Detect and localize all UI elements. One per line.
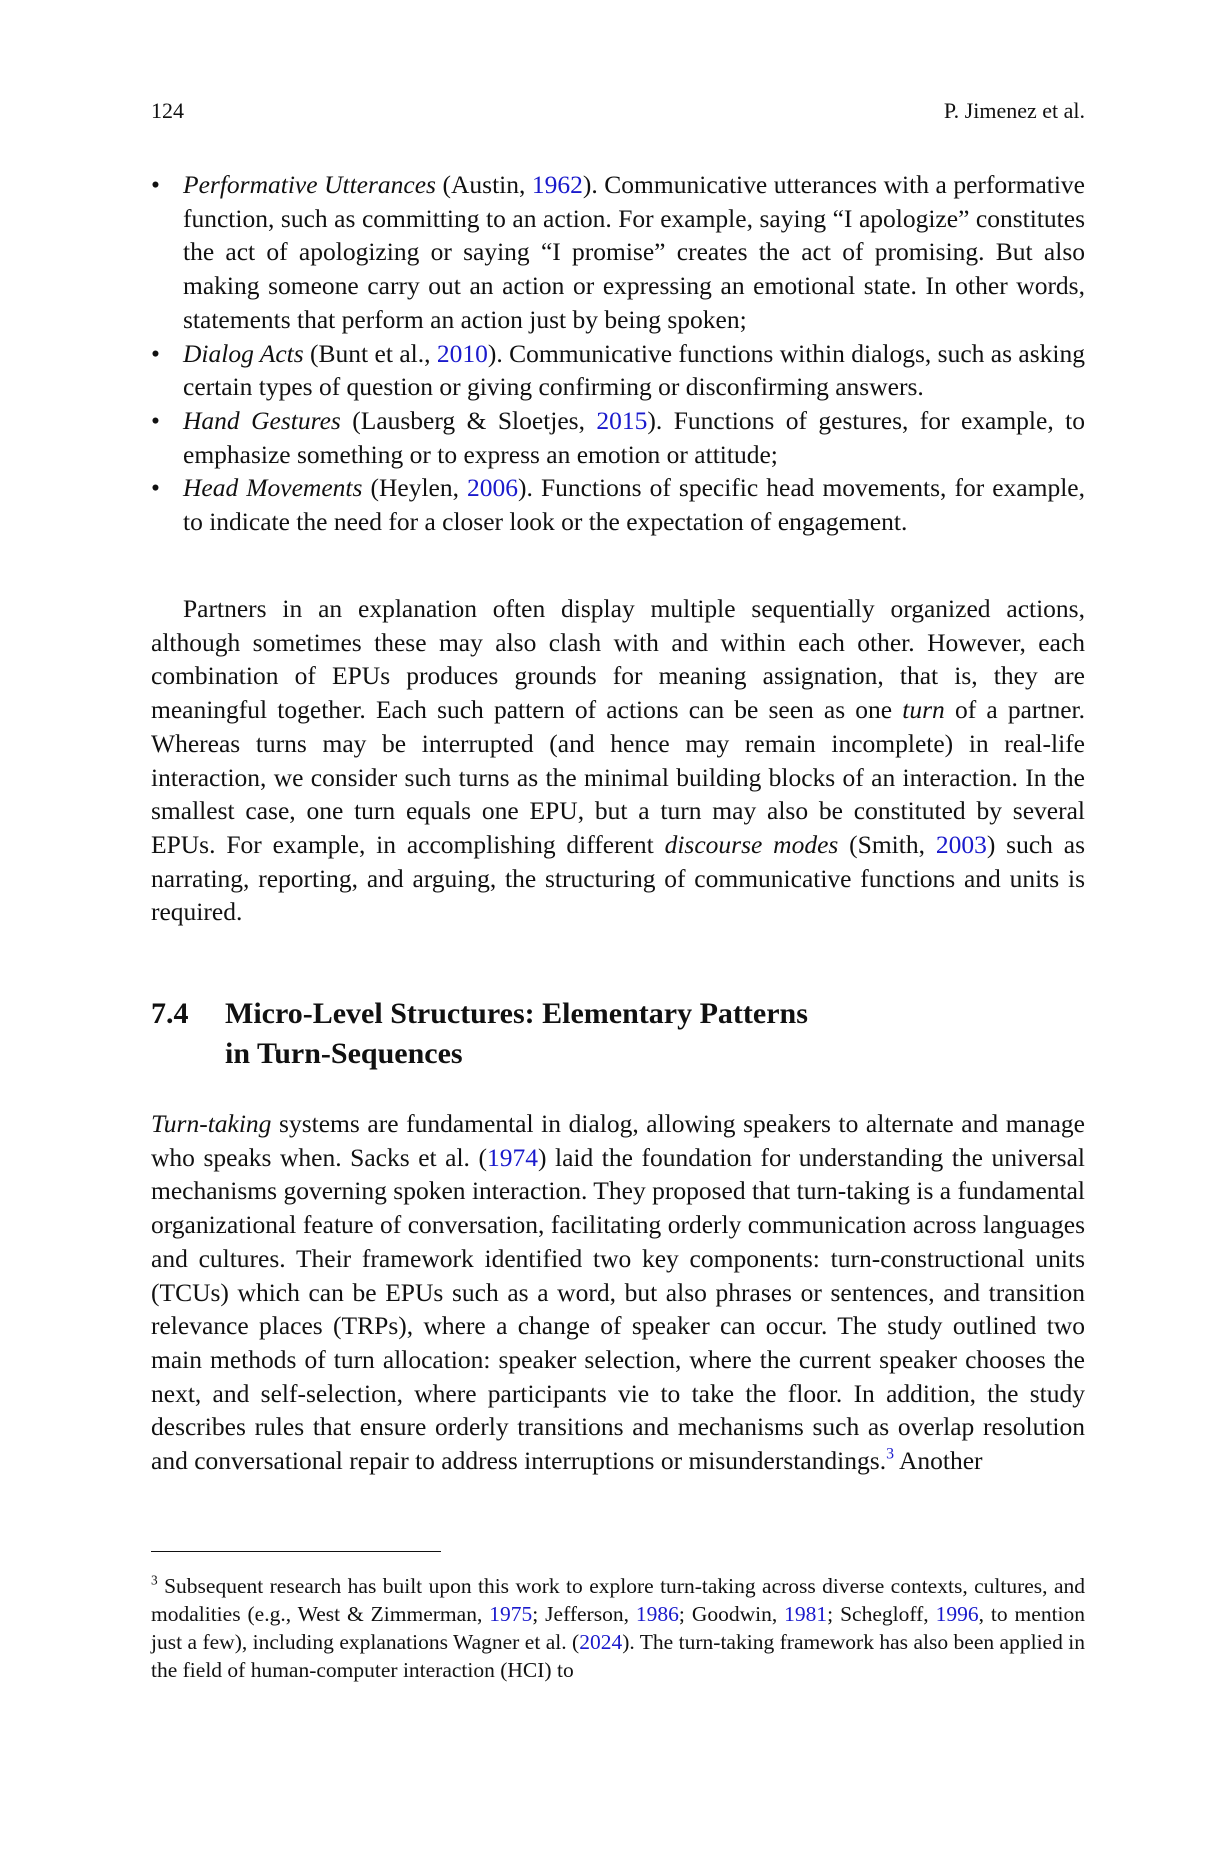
bullet-item-hand-gestures xyxy=(151,404,1085,471)
bullet-term: Hand Gestures xyxy=(183,405,341,435)
citation-link[interactable]: 1986 xyxy=(635,1602,679,1626)
footnote-divider xyxy=(151,1551,441,1552)
citation-link[interactable]: 1975 xyxy=(489,1602,533,1626)
citation-text: (Austin, xyxy=(435,170,532,199)
paragraph-text: (Smith, xyxy=(838,829,936,859)
citation-link[interactable]: 1962 xyxy=(531,170,583,199)
bullet-item-head-movements xyxy=(151,471,1085,538)
footnote-text: ; Goodwin, xyxy=(678,1602,785,1626)
citation-text: (Lausberg & Sloetjes, xyxy=(340,405,597,435)
bullet-icon: • xyxy=(151,338,160,368)
footnote-text: Subsequent research has built upon this work to explore turn-taking across diverse contexts, cultures, and modalities (e.g., West & Zimmerman, xyxy=(151,1574,1085,1626)
citation-link[interactable]: 2010 xyxy=(436,338,488,368)
bullet-text: ). Communicative functions within dialogs, such as asking certain types of question or giving confirming or disconfirming answers. xyxy=(183,338,1086,402)
emphasis-term: Turn-taking xyxy=(151,1109,272,1138)
paragraph-text: Another xyxy=(893,1446,983,1476)
bullet-text: ). Functions of gestures, for example, to emphasize something or to express an emotion or attitude; xyxy=(183,405,1085,469)
bullet-term: Performative Utterances xyxy=(183,170,436,199)
bullet-term: Head Movements xyxy=(183,473,363,503)
bullet-item-performative-utterances xyxy=(151,168,1085,337)
citation-link[interactable]: 2015 xyxy=(596,405,648,435)
bullet-icon: • xyxy=(151,405,160,435)
citation-text: (Heylen, xyxy=(362,473,468,503)
footnote-text: ; Jefferson, xyxy=(532,1602,636,1626)
section-number: 7.4 xyxy=(151,997,189,1030)
citation-link[interactable]: 2024 xyxy=(579,1630,623,1654)
bullet-text: ). Functions of specific head movements, for example, to indicate the need for a closer look or the expectation of engagement. xyxy=(183,473,1085,537)
bullet-term: Dialog Acts xyxy=(183,338,304,368)
bullet-icon: • xyxy=(151,473,160,503)
paragraph-text: ) laid the foundation for understanding the universal mechanisms governing spoken interaction. They proposed that turn-taking is a fundamental organizational feature of conversation, facilitating orderly communication across languages and cultures. Their framework identified two key components: turn-constructional units (TCUs) which can be EPUs such as a word, but also phrases or sentences, and transition relevance places (TRPs), where a change of speaker can occur. The study outlined two main methods of turn allocation: speaker selection, where the current speaker chooses the next, and self-selection, where participants vie to take the floor. In addition, the study describes rules that ensure orderly transitions and mechanisms such as overlap resolution and conversational repair to address interruptions or misunderstandings. xyxy=(151,1142,1085,1476)
paragraph-text: systems are fundamental in dialog, allowing speakers to alternate and manage who speaks when. Sacks et al. ( xyxy=(151,1109,1085,1172)
page-number: 124 xyxy=(151,98,184,123)
citation-link[interactable]: 1974 xyxy=(486,1142,538,1172)
footnote-ref-link[interactable]: 3 xyxy=(886,1445,894,1463)
bullet-text: ). Communicative utterances with a performative function, such as committing to an action. For example, saying “I apologize” constitutes the act of apologizing or saying “I promise” creates the act of promising. But also making someone carry out an action or expressing an emotional state. In other words, statements that perform an action just by being spoken; xyxy=(183,170,1085,334)
section-title-line: in Turn-Sequences xyxy=(225,1037,463,1070)
section-title xyxy=(225,994,808,1074)
citation-link[interactable]: 1981 xyxy=(784,1602,828,1626)
footnote-text: ; Schegloff, xyxy=(827,1602,936,1626)
running-authors: P. Jimenez et al. xyxy=(943,98,1085,123)
footnote-3 xyxy=(151,1572,1085,1684)
footnote-marker: 3 xyxy=(151,1572,158,1588)
section-title-line: Micro-Level Structures: Elementary Patterns xyxy=(225,997,808,1030)
running-header xyxy=(151,98,1085,124)
footnote-text: ). The turn-taking framework has also been applied in the field of human-computer interaction (HCI) to xyxy=(151,1630,1085,1682)
citation-link[interactable]: 1996 xyxy=(935,1602,979,1626)
citation-text: (Bunt et al., xyxy=(303,338,437,368)
emphasis-term: discourse modes xyxy=(664,829,839,859)
section-heading xyxy=(151,994,1085,1074)
citation-link[interactable]: 2003 xyxy=(935,829,987,859)
citation-link[interactable]: 2006 xyxy=(467,473,519,503)
bullet-item-dialog-acts xyxy=(151,337,1085,404)
paragraph-turns xyxy=(151,592,1085,929)
emphasis-term: turn xyxy=(902,695,945,725)
paragraph-text: ) such as narrating, reporting, and arguing, the structuring of communicative functions and units is required. xyxy=(151,829,1085,927)
epu-bullet-list xyxy=(151,168,1085,539)
paragraph-text: of a partner. Whereas turns may be interrupted (and hence may remain incomplete) in real-life interaction, we consider such turns as the minimal building blocks of an interaction. In the smallest case, one turn equals one EPU, but a turn may also be constituted by several EPUs. For example, in accomplishing different xyxy=(151,695,1086,859)
paragraph-text: Partners in an explanation often display multiple sequentially organized actions, although sometimes these may also clash with and within each other. However, each combination of EPUs produces grounds for meaning assignation, that is, they are meaningful together. Each such pattern of actions can be seen as one xyxy=(151,594,1085,725)
bullet-icon: • xyxy=(151,170,160,199)
footnote-text: , to mention just a few), including explanations Wagner et al. ( xyxy=(151,1602,1086,1654)
paragraph-turn-taking xyxy=(151,1107,1085,1478)
